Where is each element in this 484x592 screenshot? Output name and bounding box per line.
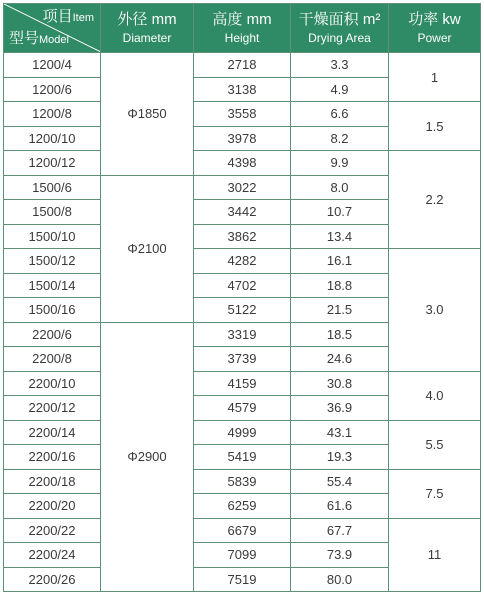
drying-area-cell: 80.0 [291, 567, 389, 592]
model-cell: 1500/12 [4, 249, 101, 274]
header-height: 高度 mm Height [194, 4, 291, 53]
power-cell: 1 [389, 53, 481, 102]
table-row [4, 151, 481, 176]
model-cell: 1500/16 [4, 298, 101, 323]
drying-area-cell: 19.3 [291, 445, 389, 470]
diameter-cell: Φ2900 [101, 322, 194, 592]
header-diameter: 外径 mm Diameter [101, 4, 194, 53]
drying-area-cell: 30.8 [291, 371, 389, 396]
drying-area-cell: 24.6 [291, 347, 389, 372]
model-cell: 2200/20 [4, 494, 101, 519]
drying-area-cell: 36.9 [291, 396, 389, 421]
drying-area-cell: 16.1 [291, 249, 389, 274]
height-cell: 2718 [194, 53, 291, 78]
header-item-model [4, 4, 101, 53]
power-cell: 11 [389, 518, 481, 592]
height-cell: 3739 [194, 347, 291, 372]
height-cell: 3978 [194, 126, 291, 151]
drying-area-cell: 3.3 [291, 53, 389, 78]
height-cell: 4579 [194, 396, 291, 421]
drying-area-cell: 61.6 [291, 494, 389, 519]
height-cell: 4282 [194, 249, 291, 274]
drying-area-cell: 9.9 [291, 151, 389, 176]
power-cell: 3.0 [389, 249, 481, 372]
power-cell: 1.5 [389, 102, 481, 151]
model-cell: 2200/8 [4, 347, 101, 372]
header-row [4, 4, 481, 53]
model-cell: 1200/12 [4, 151, 101, 176]
model-cell: 2200/10 [4, 371, 101, 396]
height-cell: 4159 [194, 371, 291, 396]
drying-area-cell: 4.9 [291, 77, 389, 102]
height-cell: 3022 [194, 175, 291, 200]
model-cell: 2200/26 [4, 567, 101, 592]
header-drying-area: 干燥面积 m² Drying Area [291, 4, 389, 53]
drying-area-cell: 18.5 [291, 322, 389, 347]
model-cell: 1500/6 [4, 175, 101, 200]
table-row [4, 420, 481, 445]
height-cell: 4999 [194, 420, 291, 445]
drying-area-cell: 67.7 [291, 518, 389, 543]
drying-area-cell: 18.8 [291, 273, 389, 298]
drying-area-cell: 13.4 [291, 224, 389, 249]
table-row [4, 53, 481, 78]
header-item-label: 项目Item [42, 8, 94, 25]
height-cell: 3138 [194, 77, 291, 102]
drying-area-cell: 43.1 [291, 420, 389, 445]
height-cell: 7099 [194, 543, 291, 568]
height-cell: 5839 [194, 469, 291, 494]
height-cell: 3319 [194, 322, 291, 347]
model-cell: 1200/8 [4, 102, 101, 127]
drying-area-cell: 21.5 [291, 298, 389, 323]
drying-area-cell: 8.0 [291, 175, 389, 200]
model-cell: 1500/10 [4, 224, 101, 249]
table-row [4, 249, 481, 274]
height-cell: 5122 [194, 298, 291, 323]
model-cell: 2200/18 [4, 469, 101, 494]
height-cell: 4702 [194, 273, 291, 298]
model-cell: 2200/14 [4, 420, 101, 445]
model-cell: 2200/12 [4, 396, 101, 421]
height-cell: 7519 [194, 567, 291, 592]
drying-area-cell: 8.2 [291, 126, 389, 151]
model-cell: 2200/6 [4, 322, 101, 347]
model-cell: 1500/14 [4, 273, 101, 298]
header-model-label: 型号Model [9, 30, 69, 47]
height-cell: 5419 [194, 445, 291, 470]
height-cell: 6679 [194, 518, 291, 543]
height-cell: 3558 [194, 102, 291, 127]
drying-area-cell: 55.4 [291, 469, 389, 494]
model-cell: 2200/24 [4, 543, 101, 568]
height-cell: 3442 [194, 200, 291, 225]
model-cell: 1200/10 [4, 126, 101, 151]
drying-area-cell: 6.6 [291, 102, 389, 127]
drying-area-cell: 73.9 [291, 543, 389, 568]
spec-table [3, 3, 481, 592]
table-row [4, 102, 481, 127]
diameter-cell: Φ2100 [101, 175, 194, 322]
power-cell: 7.5 [389, 469, 481, 518]
model-cell: 2200/22 [4, 518, 101, 543]
table-row [4, 518, 481, 543]
height-cell: 4398 [194, 151, 291, 176]
height-cell: 6259 [194, 494, 291, 519]
model-cell: 1200/6 [4, 77, 101, 102]
table-row [4, 371, 481, 396]
height-cell: 3862 [194, 224, 291, 249]
header-power: 功率 kw Power [389, 4, 481, 53]
model-cell: 1500/8 [4, 200, 101, 225]
drying-area-cell: 10.7 [291, 200, 389, 225]
power-cell: 4.0 [389, 371, 481, 420]
power-cell: 2.2 [389, 151, 481, 249]
table-row [4, 469, 481, 494]
diameter-cell: Φ1850 [101, 53, 194, 176]
model-cell: 2200/16 [4, 445, 101, 470]
power-cell: 5.5 [389, 420, 481, 469]
model-cell: 1200/4 [4, 53, 101, 78]
